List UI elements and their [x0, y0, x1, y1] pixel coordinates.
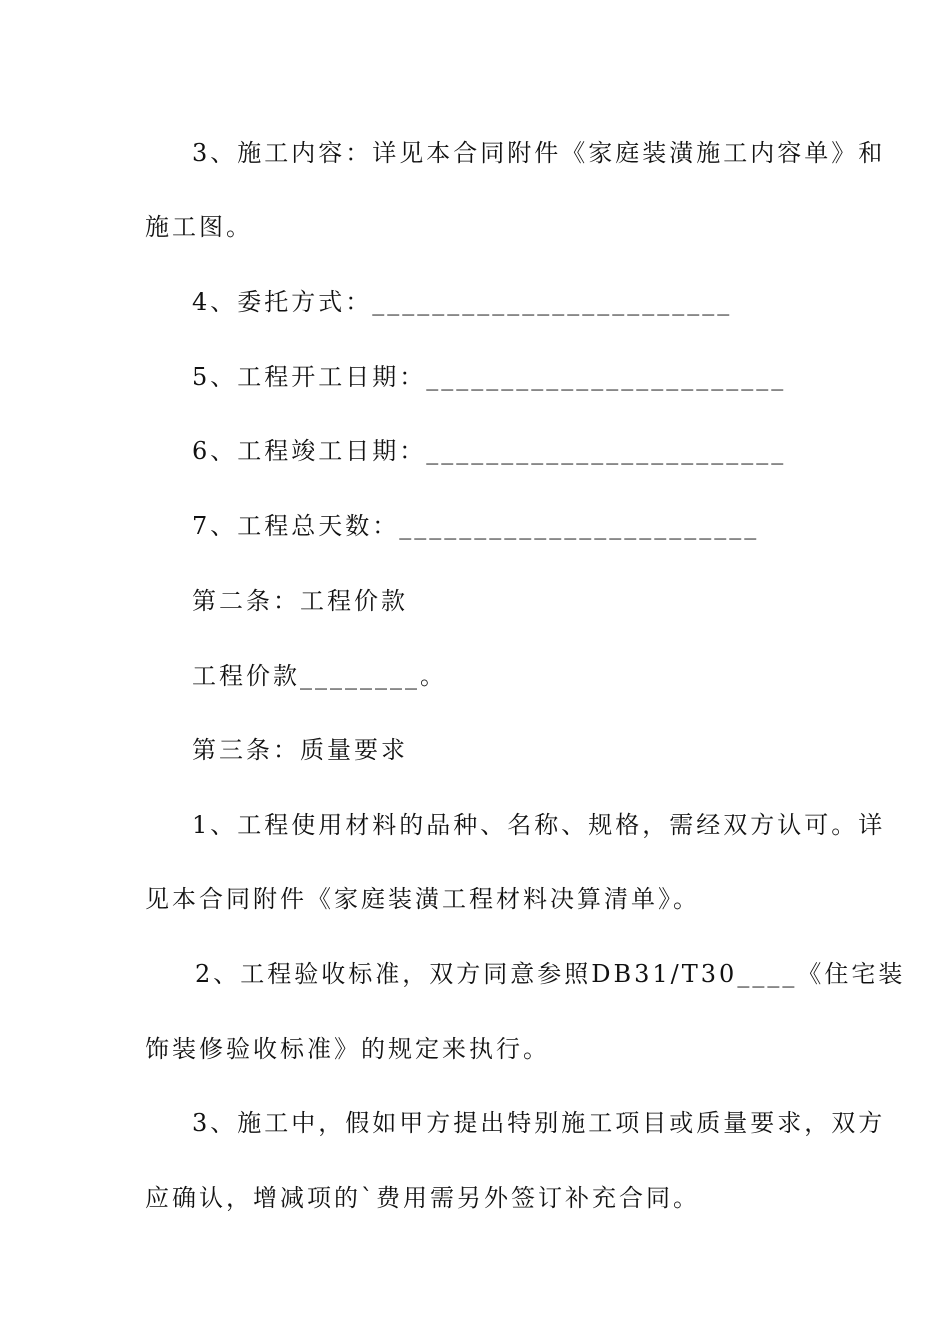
paragraph-commission-method: 4、委托方式：________________________ — [192, 288, 733, 316]
section-heading-article-2: 第二条：工程价款 — [192, 587, 408, 615]
paragraph-special-items-line-2: 应确认，增减项的`费用需另外签订补充合同。 — [145, 1184, 700, 1212]
paragraph-acceptance-line-1: 2、工程验收标准，双方同意参照DB31/T30____《住宅装 — [195, 960, 906, 988]
paragraph-materials-line-2: 见本合同附件《家庭装潢工程材料决算清单》。 — [145, 885, 700, 913]
paragraph-construction-content-line-2: 施工图。 — [145, 213, 253, 241]
section-heading-article-3: 第三条：质量要求 — [192, 736, 408, 764]
paragraph-total-days: 7、工程总天数：________________________ — [192, 512, 760, 540]
paragraph-materials-line-1: 1、工程使用材料的品种、名称、规格，需经双方认可。详 — [192, 811, 886, 839]
paragraph-special-items-line-1: 3、施工中，假如甲方提出特别施工项目或质量要求，双方 — [192, 1109, 886, 1137]
paragraph-start-date: 5、工程开工日期：________________________ — [192, 363, 787, 391]
paragraph-acceptance-line-2: 饰装修验收标准》的规定来执行。 — [145, 1035, 550, 1063]
paragraph-construction-content-line-1: 3、施工内容：详见本合同附件《家庭装潢施工内容单》和 — [192, 139, 886, 167]
paragraph-completion-date: 6、工程竣工日期：________________________ — [192, 437, 787, 465]
paragraph-project-price: 工程价款________。 — [192, 662, 447, 690]
